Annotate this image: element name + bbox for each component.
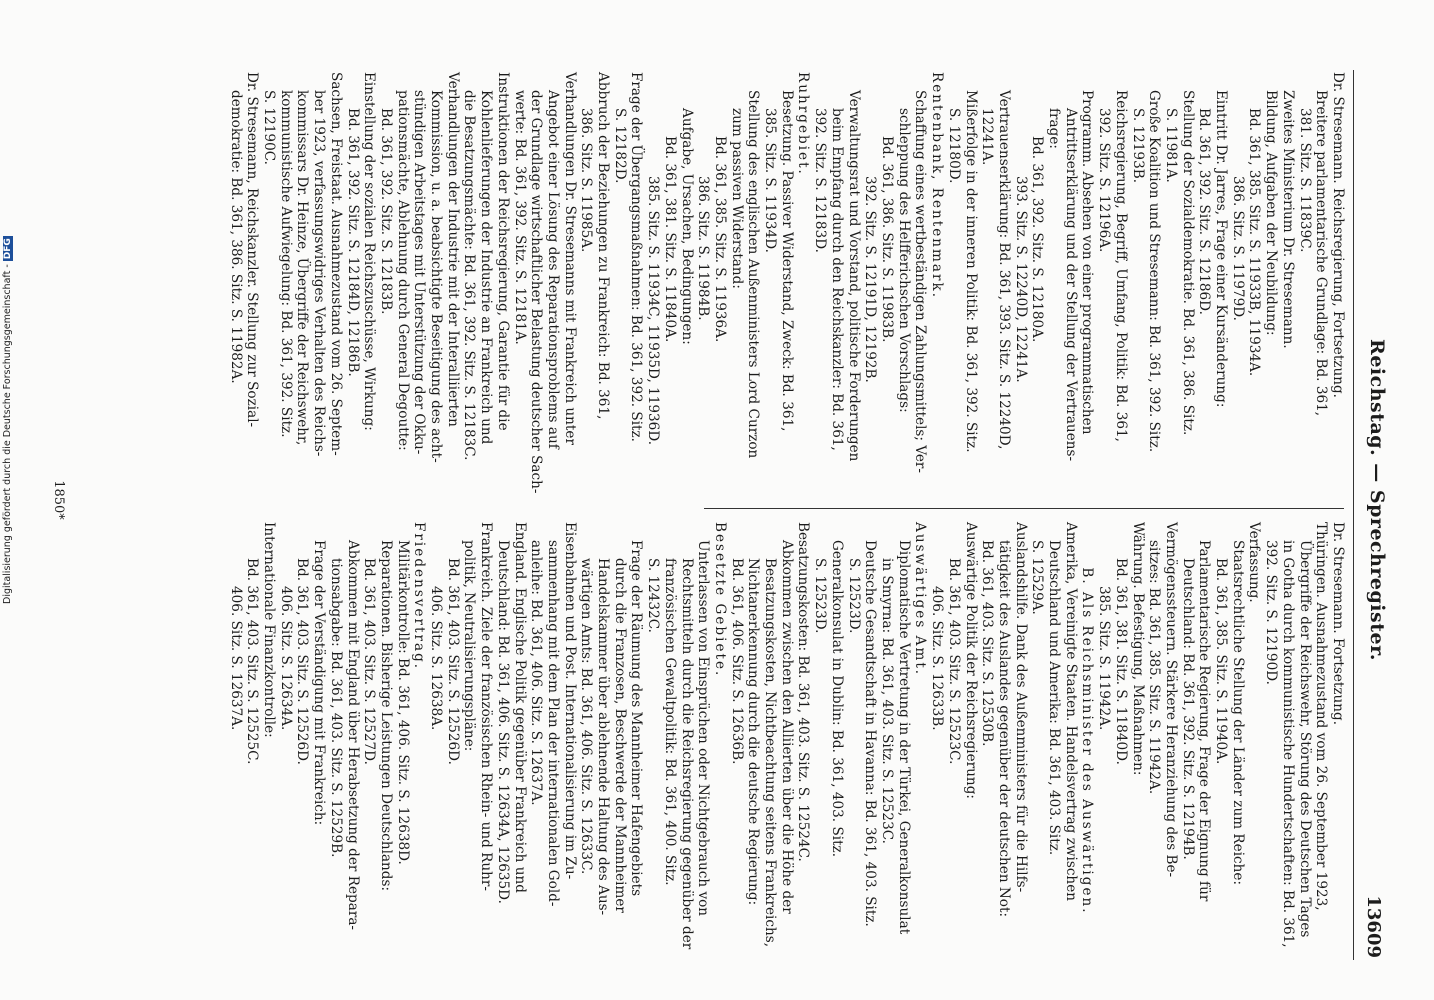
header-title: Reichstag. — Sprechregister. bbox=[1366, 339, 1388, 661]
entry-line: Militärkontrolle: Bd. 361, 406. Sitz. S. 12638D. bbox=[394, 540, 411, 865]
entry-line: Eisenbahnen und Post. Internationalisierung im Zu- bbox=[561, 522, 578, 880]
page-footer-number: 1850* bbox=[51, 480, 66, 520]
entry-line: wärtigen Amts: Bd. 361, 406. Sitz. S. 12633C. bbox=[578, 558, 595, 875]
entry-line: 392. Sitz. S. 12190D. bbox=[1263, 540, 1280, 685]
entry-line: Frage der Übergangsmaßnahmen: Bd. 361, 392. Sitz. bbox=[628, 72, 645, 443]
entry-line: Bd. 361, 392. Sitz. S. 12186D. bbox=[1196, 108, 1213, 315]
entry-line: 406. Sitz. S. 12634A. bbox=[277, 586, 294, 731]
entry-line: Deutschland und Amerika: Bd. 361, 403. Sitz. bbox=[1046, 540, 1063, 856]
header-rule bbox=[1353, 70, 1354, 960]
entry-line: 392. Sitz. S. 12183D. bbox=[812, 108, 829, 253]
entry-line: Instruktionen der Reichsregierung, Garantie für die bbox=[494, 72, 511, 431]
entry-line: S. 12190C. bbox=[261, 90, 277, 165]
entry-line: ber 1923, verfassungswidriges Verhalten des Reichs- bbox=[311, 90, 328, 457]
entry-line: Deutsche Gesandtschaft in Havanna: Bd. 361, 403. Sitz. bbox=[862, 540, 879, 927]
entry-line: Besetzte Gebiete. bbox=[711, 522, 728, 678]
entry-line: Vertrauenserklärung: Bd. 361, 393. Sitz. S. 12240D, bbox=[995, 90, 1012, 450]
entry-line: Deutschland: Bd. 361, 406. Sitz. S. 12634A, 12635D. bbox=[494, 540, 511, 904]
entry-line: 406. Sitz. S. 12638A. bbox=[428, 586, 445, 731]
entry-line: Eintritt Dr. Jarres, Frage einer Kursänderung: bbox=[1213, 90, 1230, 408]
right-column bbox=[227, 522, 1346, 960]
entry-line: Frage der Räumung des Mannheimer Hafengebiets bbox=[628, 540, 645, 897]
entry-line: Vermögenssteuern. Stärkere Heranziehung des Be- bbox=[1162, 522, 1179, 878]
entry-line: Bd. 361, 386. Sitz. S. 11983B. bbox=[879, 136, 896, 343]
entry-line: Rentenbank, Rentenmark. bbox=[929, 72, 946, 300]
entry-line: der Grundlage wirtschaftlicher Belastung deutscher Sach- bbox=[528, 90, 545, 494]
entry-line: tionsabgabe: Bd. 361, 403. Sitz. S. 12529B. bbox=[327, 558, 344, 858]
entry-line: Bd. 361, 385. Sitz. S. 11940A. bbox=[1213, 558, 1230, 765]
left-column bbox=[227, 72, 1346, 500]
entry-line: 392. Sitz. S. 12191D, 12192B. bbox=[862, 176, 879, 383]
entry-line: Breitere parlamentarische Grundlage: Bd. 361, bbox=[1313, 90, 1330, 417]
entry-line: durch die Franzosen, Beschwerde der Mannheimer bbox=[611, 558, 628, 913]
entry-line: Ruhrgebiet. bbox=[795, 72, 812, 176]
entry-line: S. 12523D. bbox=[845, 558, 862, 634]
entry-line: 381. Sitz. S. 11839C. bbox=[1296, 108, 1313, 253]
entry-line: 386. Sitz. S. 11984B. bbox=[695, 176, 712, 321]
entry-line: 406. Sitz. S. 12633B. bbox=[929, 586, 946, 731]
entry-line: Frankreich. Ziele der französischen Rhein- und Ruhr- bbox=[478, 522, 495, 891]
entry-line: Thüringen. Ausnahmezustand vom 26. September 1923, bbox=[1313, 522, 1330, 911]
entry-line: Internationale Finanzkontrolle: bbox=[261, 522, 277, 738]
entry-line: Auslandshilfe. Dank des Außenministers für die Hilfs- bbox=[1012, 522, 1029, 893]
entry-line: stündigen Arbeitstages mit Unterstützung der Okku- bbox=[411, 90, 428, 455]
entry-line: Bd. 361, 385. Sitz. S. 11936A. bbox=[711, 136, 728, 343]
entry-line: Reparationen. Bisherige Leistungen Deutschlands: bbox=[377, 540, 394, 892]
entry-line: 392. Sitz. S. 12196A. bbox=[1096, 108, 1113, 253]
entry-line: Aufgabe, Ursachen, Bedingungen: bbox=[678, 108, 695, 345]
entry-line: schleppung des Helfferichschen Vorschlags: bbox=[895, 108, 912, 413]
entry-line: zum passiven Widerstand: bbox=[728, 108, 745, 289]
entry-line: Auswärtiges Amt. bbox=[912, 522, 929, 677]
entry-line: Bd. 361, 392. Sitz. S. 12184D, 12186B. bbox=[344, 108, 361, 377]
entry-line: Verhandlungen der Industrie mit der Interalliierten bbox=[444, 72, 461, 427]
entry-line: Generalkonsulat in Dublin: Bd. 361, 403. Sitz. bbox=[828, 540, 845, 858]
section-heading: B. Als Reichsminister des Auswärtigen. bbox=[1079, 567, 1096, 915]
entry-line: Verwaltungsrat und Vorstand, politische Forderungen bbox=[845, 90, 862, 462]
entry-line: Dr. Stresemann. Reichsregierung, Fortsetzung. bbox=[1330, 72, 1346, 399]
entry-line: beim Empfang durch den Reichskanzler: Bd. 361, bbox=[828, 108, 845, 451]
entry-line: Verfassung. bbox=[1246, 522, 1263, 603]
entry-line: Einstellung der sozialen Reichszuschüsse, Wirkung: bbox=[361, 72, 378, 431]
entry-line: Sachsen, Freistaat. Ausnahmezustand vom 26. Septem- bbox=[327, 72, 344, 456]
entry-line: 386. Sitz. S. 11985A. bbox=[578, 108, 595, 253]
entry-line: Bd. 361, 385. Sitz. S. 11933B, 11934A. bbox=[1246, 108, 1263, 377]
entry-line: 386. Sitz. S. 11979D. bbox=[1229, 176, 1246, 321]
entry-line: Auswärtige Politik der Reichsregierung: bbox=[962, 522, 979, 799]
entry-line: Bd. 361, 392. Sitz. S. 12183B. bbox=[377, 108, 394, 315]
entry-line: Besetzung. Passiver Widerstand, Zweck: Bd. 361, bbox=[778, 90, 795, 432]
entry-line: S. 12193B. bbox=[1129, 108, 1146, 184]
entry-line: Reichsregierung, Begriff, Umfang, Politik: Bd. 361, bbox=[1112, 90, 1129, 442]
entry-line: Zweites Ministerium Dr. Stresemann. bbox=[1279, 90, 1296, 349]
entry-line: Dr. Stresemann. Fortsetzung. bbox=[1330, 522, 1346, 726]
entry-line: Übergriffe der Reichswehr, Störung des Deutschen Tages bbox=[1296, 540, 1313, 938]
entry-line: Amerika, Vereinigte Staaten. Handelsvertrag zwischen bbox=[1062, 522, 1079, 901]
entry-line: Stellung des englischen Außenministers Lord Curzon bbox=[745, 90, 762, 459]
entry-line: Diplomatische Vertretung in der Türkei, Generalkonsulat bbox=[895, 540, 912, 935]
column-divider bbox=[704, 508, 1344, 509]
entry-line: Stellung der Sozialdemokratie. Bd. 361, 386. Sitz. bbox=[1179, 90, 1196, 436]
entry-line: Bd. 361, 381. Sitz. S. 11840D. bbox=[1112, 558, 1129, 765]
entry-line: Unterlassen von Einsprüchen oder Nichtgebrauch von bbox=[695, 540, 712, 917]
entry-line: Besatzungskosten: Bd. 361, 403. Sitz. S. 12524C. bbox=[795, 522, 812, 862]
page-header bbox=[1350, 0, 1410, 1000]
entry-line: Rechtsmitteln durch die Reichsregierung gegenüber der bbox=[678, 558, 695, 950]
entry-line: 385. Sitz. S. 11934C, 11935D, 11936D. bbox=[645, 176, 662, 446]
entry-line: kommunistische Aufwiegelung: Bd. 361, 392. Sitz. bbox=[277, 90, 294, 438]
entry-line: 406. Sitz. S. 12637A. bbox=[227, 586, 244, 731]
entry-line: Bd. 361, 403. Sitz. S. 12526D. bbox=[294, 558, 311, 765]
entry-line: S. 11981A. bbox=[1162, 108, 1179, 183]
entry-line: England. Englische Politik gegenüber Frankreich und bbox=[511, 522, 528, 893]
entry-line: S. 12523D. bbox=[812, 558, 829, 634]
entry-line: tätigkeit des Auslandes gegenüber der deutschen Not: bbox=[995, 540, 1012, 918]
entry-line: 12241A. bbox=[979, 108, 996, 166]
entry-line: Staatsrechtliche Stellung der Länder zum Reiche: bbox=[1229, 540, 1246, 886]
entry-line: Angebot einer Lösung des Reparationsproblems auf bbox=[544, 90, 561, 449]
entry-line: Große Koalition und Stresemann: Bd. 361, 392. Sitz. bbox=[1146, 90, 1163, 453]
entry-line: Deutschland: Bd. 361, 392. Sitz. S. 12194B. bbox=[1179, 558, 1196, 860]
page-number: 13609 bbox=[1363, 895, 1384, 958]
entry-line: Handelskammer über ablehnende Haltung des Aus- bbox=[595, 558, 612, 916]
entry-line: Bd. 361, 381. Sitz. S. 11840A. bbox=[661, 136, 678, 343]
entry-line: Parlamentarische Regierung, Frage der Eignung für bbox=[1196, 540, 1213, 902]
entry-line: S. 12180D. bbox=[945, 108, 962, 184]
entry-line: werte: Bd. 361, 392. Sitz. S. 12181A. bbox=[511, 90, 528, 345]
entry-line: Währung. Befestigung, Maßnahmen: bbox=[1129, 522, 1146, 776]
entry-line: Abkommen mit England über Herabsetzung der Repara- bbox=[344, 540, 361, 931]
entry-line: Antrittserklärung und der Stellung der Vertrauens- bbox=[1062, 108, 1079, 462]
entry-line: 385. Sitz. S. 11942A. bbox=[1096, 586, 1113, 731]
entry-line: in Gotha durch kommunistische Hundertschaften: Bd. 361, bbox=[1279, 540, 1296, 948]
entry-line: 393. Sitz. S. 12240D, 12241A. bbox=[1012, 176, 1029, 383]
entry-line: Kohlenlieferungen der Industrie an Frankreich und bbox=[478, 90, 495, 445]
entry-line: Bd. 361, 403. Sitz. S. 12523C. bbox=[945, 558, 962, 765]
entry-line: Friedensvertrag. bbox=[411, 522, 428, 671]
entry-line: sammenhang mit dem Plan der internationalen Gold- bbox=[544, 540, 561, 907]
entry-line: Bd. 361, 406. Sitz. S. 12636B. bbox=[728, 558, 745, 765]
entry-line: Programm. Absehen von einer programmatischen bbox=[1079, 90, 1096, 435]
entry-line: Bd. 361, 403. Sitz. S. 12526D. bbox=[444, 558, 461, 765]
digitization-credit bbox=[2, 214, 18, 604]
entry-line: demokratie: Bd. 361, 386. Sitz. S. 11982A. bbox=[227, 90, 244, 384]
entry-line: Abkommen zwischen den Alliierten über die Höhe der bbox=[778, 540, 795, 914]
entry-line: Kommission, u. a. beabsichtigte Beseitigung des acht- bbox=[428, 90, 445, 463]
entry-line: pationsmächte, Ablehnung durch General Degoutte: bbox=[394, 90, 411, 451]
entry-line: Dr. Stresemann, Reichskanzler. Stellung zur Sozial- bbox=[244, 72, 261, 428]
entry-line: frage: bbox=[1046, 108, 1063, 149]
entry-line: anleihe: Bd. 361, 406. Sitz. S. 12637A. bbox=[528, 540, 545, 806]
entry-line: Frage der Verständigung mit Frankreich: bbox=[311, 540, 328, 826]
entry-line: Bd. 361, 403. Sitz. S. 12525C. bbox=[244, 558, 261, 765]
entry-line: 385. Sitz. S. 11934D. bbox=[762, 108, 779, 253]
dfg-logo: DFG bbox=[3, 238, 13, 260]
entry-line: S. 12529A. bbox=[1029, 540, 1046, 615]
entry-line: Bd. 361, 392. Sitz. S. 12180A. bbox=[1029, 136, 1046, 343]
entry-line: politik, Neutralisierungspläne: bbox=[461, 540, 478, 752]
entry-line: sitzes: Bd. 361, 385. Sitz. S. 11942A. bbox=[1146, 540, 1163, 795]
entry-line: Mißerfolge in der inneren Politik: Bd. 361, 392. Sitz. bbox=[962, 90, 979, 453]
entry-line: Schaffung eines wertbeständigen Zahlungsmittels; Ver- bbox=[912, 90, 929, 474]
entry-line: Verhandlungen Dr. Stresemanns mit Frankreich unter bbox=[561, 72, 578, 445]
entry-line: Besatzungskosten, Nichtbeachtung seitens Frankreichs, bbox=[762, 558, 779, 948]
credit-text: Digitalisierung gefördert durch die Deutsche Forschungsgemeinschaft - bbox=[2, 264, 13, 604]
entry-line: französischen Gewaltpolitik: Bd. 361, 400. Sitz. bbox=[661, 558, 678, 886]
entry-line: die Besatzungsmächte: Bd. 361, 392. Sitz. S. 12183C. bbox=[461, 90, 478, 461]
entry-line: Abbruch der Beziehungen zu Frankreich: Bd. 361, bbox=[595, 72, 612, 420]
entry-line: Bildung, Aufgaben der Neubildung: bbox=[1263, 90, 1280, 336]
entry-line: S. 12432C. bbox=[645, 558, 662, 633]
entry-line: S. 12182D. bbox=[611, 108, 628, 184]
entry-line: kommissars Dr. Heinze, Übergriffe der Reichswehr, bbox=[294, 90, 311, 446]
entry-line: Bd. 361, 403. Sitz. S. 12527D. bbox=[361, 558, 378, 765]
entry-line: Bd. 361, 403. Sitz. S. 12530B. bbox=[979, 540, 996, 747]
entry-line: in Smyrna: Bd. 361, 403. Sitz. S. 12523C. bbox=[879, 558, 896, 844]
entry-line: Nichtanerkennung durch die deutsche Regierung: bbox=[745, 558, 762, 906]
